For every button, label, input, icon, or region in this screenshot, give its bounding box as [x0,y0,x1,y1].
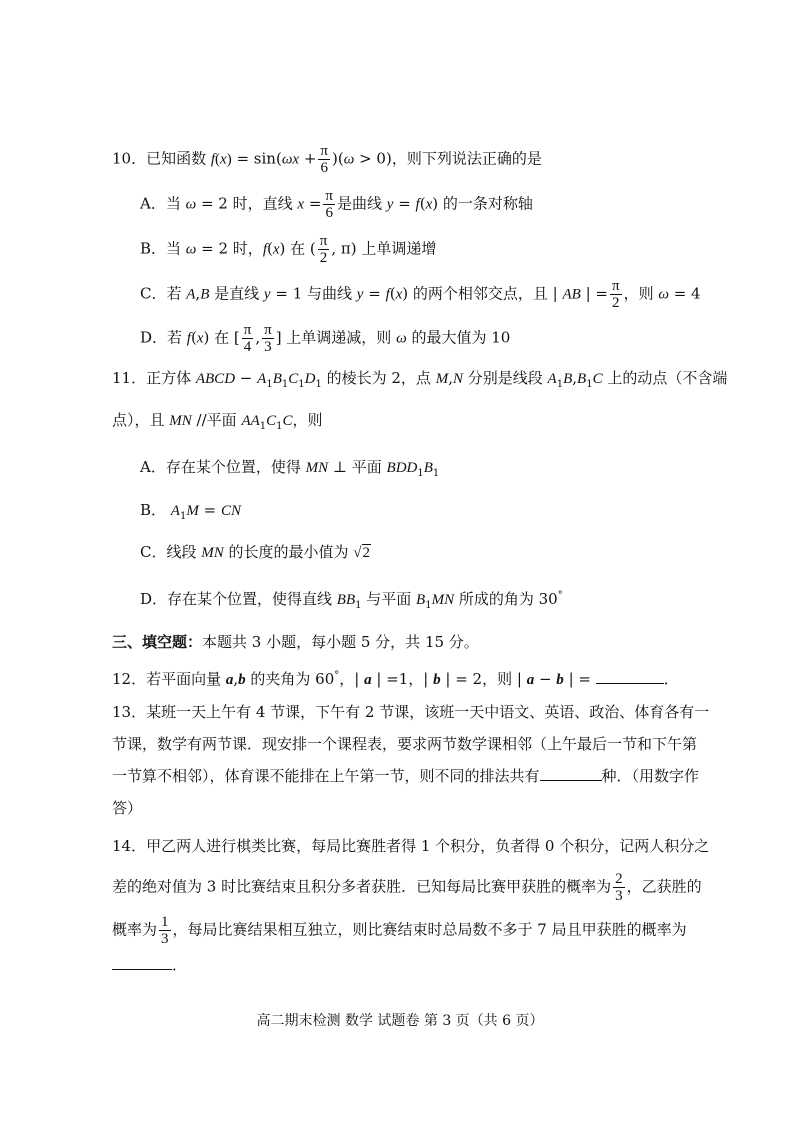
q10-option-b: B．当 ω = 2 时，f(x) 在 ( $\frac{\pi}{2}$ , π) 上单调递增 [140,233,437,266]
section-heading: 三、填空题：本题共 3 小题，每小题 5 分，共 15 分。 [112,633,479,651]
q10-option-a: A．当 ω = 2 时，直线 x = $\frac{\pi}{6}$ 是曲线 y = f(x) 的一条对称轴 [140,188,533,221]
page-footer: 高二期末检测 数学 试题卷 第 3 页（共 6 页） [256,1013,544,1029]
q13-line3: 一节算不相邻），体育课不能排在上午第一节，则不同的排法共有 种．（用数字作 [112,767,700,785]
q11-option-a: A．存在某个位置，使得 MN ⊥ 平面 $BDD_1B_1$ [140,458,440,479]
q13-line2: 节课，数学有两节课．现安排一个课程表，要求两节数学课相邻（上午最后一节和下午第 [112,735,698,753]
q14-line3: 概率为 $\frac{1}{3}$ ，每局比赛结果相互独立，则比赛结束时总局数不多于 7 局且甲获胜的概率为 [112,914,687,947]
q13-line1: 13．某班一天上午有 4 节课，下午有 2 节课，该班一天中语文、英语、政治、体育各有一 [112,703,710,721]
q10-option-c: C．若 A,B 是直线 y = 1 与曲线 y = f(x) 的两个相邻交点，且 | AB | = $\frac{\pi}{2}$ ，则 ω = 4 [140,278,701,311]
q12: 12．若平面向量 a,b 的夹角为 60°，| a | =1，| b | = 2，则 | a − b | = ． [112,670,679,688]
q14-line4: ． [112,955,187,975]
q10-stem: 10．已知函数 f(x) = sin(ωx + $\frac{\pi}{6}$ )(ω > 0)，则下列说法正确的是 [112,143,542,176]
q11-option-c: C．线段 MN 的长度的最小值为 √2 [140,543,371,561]
q10-option-d: D．若 f(x) 在 [ $\frac{\pi}{4}$ , $\frac{\pi}{3}$ ] 上单调递减，则 ω 的最大值为 10 [140,322,511,355]
q14-line1: 14．甲乙两人进行棋类比赛，每局比赛胜者得 1 个积分，负者得 0 个积分，记两人积分之 [112,837,710,855]
q14-line2: 差的绝对值为 3 时比赛结束且积分多者获胜．已知每局比赛甲获胜的概率为 $\frac{2}{3}$ ，乙获胜的 [112,871,702,904]
q11-stem-line2: 点），且 MN //平面 $AA_1C_1C$，则 [112,411,323,432]
q11-option-b: B． $A_1M$ = CN [140,501,241,522]
q11-stem-line1: 11．正方体 ABCD − $A_1B_1C_1D_1$ 的棱长为 2，点 M,N 分别是线段 $A_1B,B_1C$ 上的动点（不含端 [112,369,728,390]
q11-option-d: D．存在某个位置，使得直线 $BB_1$ 与平面 $B_1MN$ 所成的角为 30° [140,590,563,611]
q13-line4: 答） [112,799,143,817]
